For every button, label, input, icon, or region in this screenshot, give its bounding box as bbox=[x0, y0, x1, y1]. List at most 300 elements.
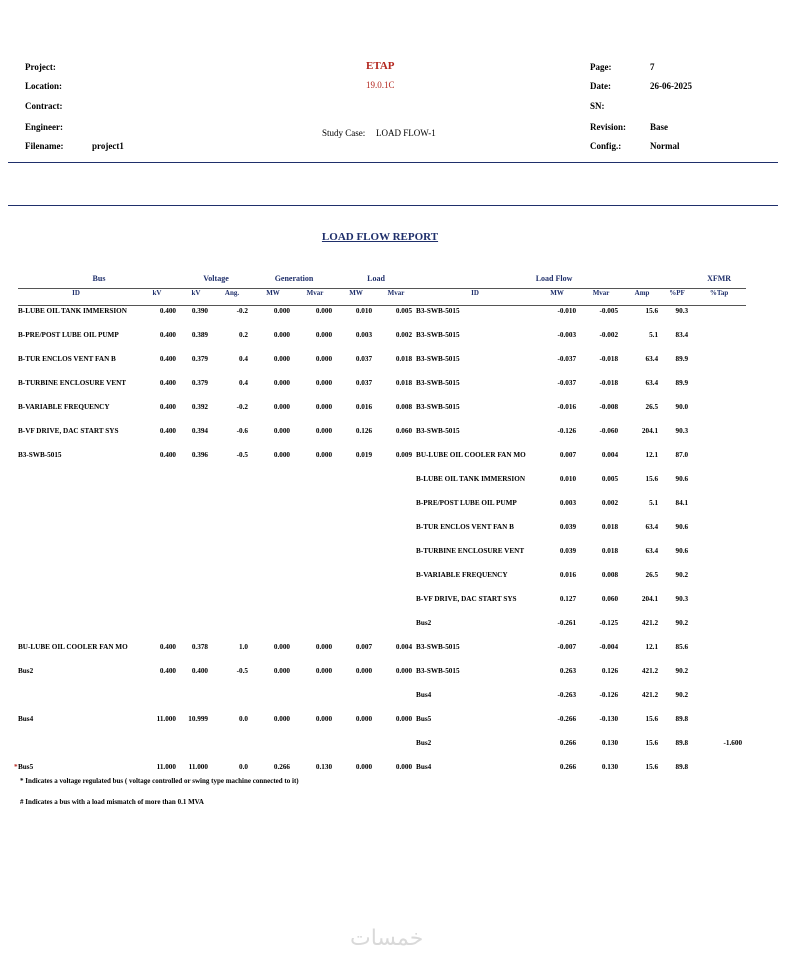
table-row bbox=[18, 354, 746, 378]
table-row bbox=[18, 522, 746, 546]
bus-kv: 0.400 bbox=[159, 354, 176, 363]
load-mw bbox=[336, 522, 376, 546]
flow-amp: 63.4 bbox=[645, 522, 659, 531]
voltage-ang bbox=[212, 474, 252, 498]
load-mvar: 0.002 bbox=[395, 330, 413, 339]
gen-mw: 0.266 bbox=[273, 762, 291, 771]
voltage-ang: 0.4 bbox=[239, 354, 249, 363]
load-mvar bbox=[376, 546, 416, 570]
col-flow-mvar: Mvar bbox=[580, 289, 622, 306]
load-mw bbox=[336, 570, 376, 594]
flow-amp: 15.6 bbox=[645, 762, 659, 771]
table-row bbox=[18, 330, 746, 354]
bus-id bbox=[18, 642, 134, 666]
bus-id bbox=[18, 354, 134, 378]
gen-mvar: 0.000 bbox=[315, 402, 333, 411]
flow-pf: 90.3 bbox=[675, 426, 689, 435]
flow-mvar: -0.002 bbox=[599, 330, 619, 339]
xfmr-tap bbox=[692, 450, 746, 474]
table-row bbox=[18, 594, 746, 618]
flow-mw: -0.010 bbox=[557, 307, 577, 315]
flow-mvar: -0.008 bbox=[599, 402, 619, 411]
gen-mvar bbox=[294, 594, 336, 618]
flow-mvar: 0.004 bbox=[601, 450, 619, 459]
flow-pf: 89.9 bbox=[675, 354, 689, 363]
gen-mw bbox=[252, 738, 294, 762]
app-version: 19.0.1C bbox=[366, 80, 395, 90]
flow-amp: 12.1 bbox=[645, 450, 659, 459]
flow-mw: 0.266 bbox=[559, 738, 577, 747]
bus-id bbox=[18, 450, 134, 474]
section-divider bbox=[8, 205, 778, 206]
flow-mvar: -0.004 bbox=[599, 642, 619, 651]
bus-id-text: B3-SWB-5015 bbox=[18, 450, 62, 459]
load-mvar: 0.018 bbox=[395, 354, 413, 363]
bus-id bbox=[18, 570, 134, 594]
voltage-kv: 0.389 bbox=[191, 330, 208, 339]
revision-label: Revision: bbox=[590, 122, 626, 132]
load-mw: 0.000 bbox=[355, 714, 373, 723]
gen-mw bbox=[252, 522, 294, 546]
bus-id bbox=[18, 330, 134, 354]
flow-id: B-VARIABLE FREQUENCY bbox=[416, 570, 508, 579]
voltage-kv bbox=[180, 738, 212, 762]
flow-mw: -0.126 bbox=[557, 426, 577, 435]
flow-mw: 0.007 bbox=[559, 450, 577, 459]
flow-pf: 90.2 bbox=[675, 666, 689, 675]
gen-mvar bbox=[294, 570, 336, 594]
flow-pf: 84.1 bbox=[675, 498, 689, 507]
watermark: خمسات bbox=[350, 926, 424, 951]
voltage-kv: 0.390 bbox=[191, 307, 208, 315]
flow-mw: 0.263 bbox=[559, 666, 577, 675]
filename-value: project1 bbox=[92, 141, 124, 151]
flow-mvar: -0.018 bbox=[599, 354, 619, 363]
col-pf: %PF bbox=[662, 289, 692, 306]
xfmr-tap bbox=[692, 474, 746, 498]
xfmr-tap bbox=[692, 354, 746, 378]
voltage-ang: -0.6 bbox=[236, 426, 249, 435]
bus-kv: 0.400 bbox=[159, 666, 176, 675]
flow-id: B3-SWB-5015 bbox=[416, 378, 460, 387]
flow-mw: -0.037 bbox=[557, 354, 577, 363]
gen-mw bbox=[252, 498, 294, 522]
load-mw: 0.007 bbox=[355, 642, 373, 651]
xfmr-tap bbox=[692, 570, 746, 594]
gen-mw bbox=[252, 594, 294, 618]
xfmr-tap bbox=[692, 666, 746, 690]
gen-mvar bbox=[294, 690, 336, 714]
flow-id: BU-LUBE OIL COOLER FAN MO bbox=[416, 450, 526, 459]
gen-mvar bbox=[294, 522, 336, 546]
table-row bbox=[18, 642, 746, 666]
gen-mw: 0.000 bbox=[273, 714, 291, 723]
gen-mw: 0.000 bbox=[273, 450, 291, 459]
note-regulated-bus: * Indicates a voltage regulated bus ( voltage controlled or swing type machine connected to it) bbox=[20, 777, 299, 785]
load-mvar: 0.000 bbox=[395, 714, 413, 723]
bus-kv bbox=[134, 498, 180, 522]
flow-mvar: 0.130 bbox=[601, 762, 619, 771]
voltage-kv bbox=[180, 474, 212, 498]
load-mw bbox=[336, 546, 376, 570]
flow-mvar: 0.005 bbox=[601, 474, 619, 483]
voltage-ang: 0.0 bbox=[239, 762, 249, 771]
load-mvar bbox=[376, 594, 416, 618]
flow-amp: 204.1 bbox=[641, 426, 659, 435]
table-row bbox=[18, 546, 746, 570]
col-load-mvar: Mvar bbox=[376, 289, 416, 306]
voltage-kv bbox=[180, 498, 212, 522]
bus-id bbox=[18, 402, 134, 426]
bus-id-text: Bus4 bbox=[18, 714, 34, 723]
xfmr-tap bbox=[692, 618, 746, 642]
load-mvar bbox=[376, 738, 416, 762]
load-mvar: 0.018 bbox=[395, 378, 413, 387]
flow-mw: 0.266 bbox=[559, 762, 577, 771]
load-mvar: 0.004 bbox=[395, 642, 413, 651]
voltage-ang bbox=[212, 522, 252, 546]
col-amp: Amp bbox=[622, 289, 662, 306]
flow-id: Bus2 bbox=[416, 618, 432, 627]
load-mw: 0.126 bbox=[355, 426, 373, 435]
flow-id: Bus4 bbox=[416, 690, 432, 699]
flow-amp: 5.1 bbox=[649, 330, 659, 339]
bus-id bbox=[18, 546, 134, 570]
flow-mw: -0.266 bbox=[557, 714, 577, 723]
voltage-kv: 10.999 bbox=[188, 714, 208, 723]
contract-label: Contract: bbox=[25, 101, 63, 111]
bus-kv: 0.400 bbox=[159, 426, 176, 435]
bus-id bbox=[18, 498, 134, 522]
voltage-kv bbox=[180, 690, 212, 714]
xfmr-tap bbox=[692, 714, 746, 738]
xfmr-tap bbox=[692, 762, 746, 786]
bus-id-text: B-PRE/POST LUBE OIL PUMP bbox=[18, 330, 119, 339]
flow-amp: 12.1 bbox=[645, 642, 659, 651]
bus-id-text: Bus5 bbox=[18, 762, 34, 771]
flow-amp: 15.6 bbox=[645, 714, 659, 723]
gen-mw bbox=[252, 690, 294, 714]
table-row bbox=[18, 426, 746, 450]
flow-mw: 0.039 bbox=[559, 546, 577, 555]
load-mvar: 0.000 bbox=[395, 666, 413, 675]
gen-mw: 0.000 bbox=[273, 330, 291, 339]
bus-kv: 11.000 bbox=[156, 762, 176, 771]
bus-kv: 0.400 bbox=[159, 450, 176, 459]
config-value: Normal bbox=[650, 141, 680, 151]
flow-amp: 63.4 bbox=[645, 354, 659, 363]
voltage-ang bbox=[212, 594, 252, 618]
gen-mvar bbox=[294, 546, 336, 570]
flow-mvar: -0.060 bbox=[599, 426, 619, 435]
voltage-kv: 11.000 bbox=[188, 762, 208, 771]
voltage-ang bbox=[212, 738, 252, 762]
gen-mw bbox=[252, 474, 294, 498]
flow-amp: 15.6 bbox=[645, 474, 659, 483]
flow-mw: 0.003 bbox=[559, 498, 577, 507]
bus-id bbox=[18, 474, 134, 498]
flow-mvar: -0.018 bbox=[599, 378, 619, 387]
xfmr-tap bbox=[692, 378, 746, 402]
flow-mvar: -0.126 bbox=[599, 690, 619, 699]
flow-id: B-PRE/POST LUBE OIL PUMP bbox=[416, 498, 517, 507]
flow-mvar: 0.126 bbox=[601, 666, 619, 675]
load-mw bbox=[336, 738, 376, 762]
bus-id-text: BU-LUBE OIL COOLER FAN MO bbox=[18, 642, 128, 651]
gen-mw: 0.000 bbox=[273, 378, 291, 387]
gen-mvar: 0.000 bbox=[315, 307, 333, 315]
voltage-ang bbox=[212, 498, 252, 522]
voltage-kv: 0.394 bbox=[191, 426, 208, 435]
gen-mvar: 0.130 bbox=[315, 762, 333, 771]
xfmr-tap bbox=[692, 402, 746, 426]
load-mvar bbox=[376, 570, 416, 594]
flow-id: Bus4 bbox=[416, 762, 432, 771]
gen-mw: 0.000 bbox=[273, 354, 291, 363]
flow-amp: 421.2 bbox=[641, 690, 659, 699]
gen-mvar: 0.000 bbox=[315, 426, 333, 435]
flow-mw: -0.037 bbox=[557, 378, 577, 387]
gen-mvar: 0.000 bbox=[315, 666, 333, 675]
gen-mw: 0.000 bbox=[273, 666, 291, 675]
bus-kv bbox=[134, 594, 180, 618]
xfmr-tap bbox=[692, 690, 746, 714]
flow-amp: 26.5 bbox=[645, 402, 659, 411]
table-row bbox=[18, 714, 746, 738]
location-label: Location: bbox=[25, 81, 62, 91]
gen-mw bbox=[252, 570, 294, 594]
flow-pf: 89.8 bbox=[675, 762, 689, 771]
gen-mvar bbox=[294, 498, 336, 522]
engineer-label: Engineer: bbox=[25, 122, 63, 132]
load-mvar bbox=[376, 522, 416, 546]
load-mw bbox=[336, 618, 376, 642]
col-flow-mw: MW bbox=[534, 289, 580, 306]
voltage-kv: 0.379 bbox=[191, 354, 208, 363]
load-mvar: 0.009 bbox=[395, 450, 413, 459]
voltage-kv: 0.396 bbox=[191, 450, 208, 459]
xfmr-tap bbox=[692, 642, 746, 666]
flow-mw: 0.127 bbox=[559, 594, 577, 603]
bus-id-text: Bus2 bbox=[18, 666, 34, 675]
gen-mvar: 0.000 bbox=[315, 330, 333, 339]
flow-pf: 89.9 bbox=[675, 378, 689, 387]
xfmr-tap bbox=[692, 306, 746, 330]
config-label: Config.: bbox=[590, 141, 622, 151]
xfmr-tap bbox=[692, 594, 746, 618]
voltage-ang: -0.2 bbox=[236, 402, 249, 411]
gen-mvar: 0.000 bbox=[315, 714, 333, 723]
table-row bbox=[18, 666, 746, 690]
gen-mw: 0.000 bbox=[273, 402, 291, 411]
bus-id bbox=[18, 426, 134, 450]
flow-id: B3-SWB-5015 bbox=[416, 330, 460, 339]
flow-mvar: -0.005 bbox=[599, 307, 619, 315]
flow-mvar: 0.018 bbox=[601, 522, 619, 531]
bus-kv: 0.400 bbox=[159, 642, 176, 651]
flow-mw: -0.016 bbox=[557, 402, 577, 411]
load-mw: 0.000 bbox=[355, 666, 373, 675]
voltage-kv: 0.378 bbox=[191, 642, 208, 651]
flow-id: B3-SWB-5015 bbox=[416, 307, 460, 315]
flow-amp: 421.2 bbox=[641, 666, 659, 675]
voltage-ang bbox=[212, 546, 252, 570]
group-generation: Generation bbox=[252, 274, 336, 289]
table-row bbox=[18, 306, 746, 330]
flow-mvar: 0.130 bbox=[601, 738, 619, 747]
flow-mw: -0.261 bbox=[557, 618, 577, 627]
flow-pf: 83.4 bbox=[675, 330, 689, 339]
flow-pf: 90.2 bbox=[675, 570, 689, 579]
bus-id-text: B-TURBINE ENCLOSURE VENT bbox=[18, 378, 127, 387]
bus-id-text: B-LUBE OIL TANK IMMERSION bbox=[18, 307, 127, 315]
flow-id: B3-SWB-5015 bbox=[416, 666, 460, 675]
col-tap: %Tap bbox=[692, 289, 746, 306]
bus-id bbox=[18, 306, 134, 330]
study-case-label: Study Case: bbox=[322, 128, 366, 138]
group-load-flow: Load Flow bbox=[416, 274, 692, 289]
voltage-kv: 0.400 bbox=[191, 666, 208, 675]
table-row bbox=[18, 618, 746, 642]
flow-id: B3-SWB-5015 bbox=[416, 402, 460, 411]
load-mw: 0.003 bbox=[355, 330, 373, 339]
bus-id bbox=[18, 594, 134, 618]
flow-mvar: -0.125 bbox=[599, 618, 619, 627]
gen-mvar: 0.000 bbox=[315, 354, 333, 363]
flow-id: B-TUR ENCLOS VENT FAN B bbox=[416, 522, 514, 531]
flow-pf: 90.6 bbox=[675, 546, 689, 555]
flow-mw: 0.010 bbox=[559, 474, 577, 483]
flow-id: B3-SWB-5015 bbox=[416, 426, 460, 435]
col-ang: Ang. bbox=[212, 289, 252, 306]
load-mvar: 0.008 bbox=[395, 402, 413, 411]
col-load-mw: MW bbox=[336, 289, 376, 306]
bus-id bbox=[18, 618, 134, 642]
flow-amp: 5.1 bbox=[649, 498, 659, 507]
voltage-ang: -0.2 bbox=[236, 307, 249, 315]
load-mw: 0.000 bbox=[355, 762, 373, 771]
table-row bbox=[18, 402, 746, 426]
flow-mw: 0.039 bbox=[559, 522, 577, 531]
flow-pf: 90.3 bbox=[675, 307, 689, 315]
voltage-ang: -0.5 bbox=[236, 450, 249, 459]
flow-amp: 63.4 bbox=[645, 378, 659, 387]
load-mw: 0.037 bbox=[355, 378, 373, 387]
load-mw bbox=[336, 690, 376, 714]
voltage-ang: 0.2 bbox=[239, 330, 249, 339]
bus-kv: 0.400 bbox=[159, 330, 176, 339]
bus-kv: 0.400 bbox=[159, 378, 176, 387]
gen-mvar bbox=[294, 618, 336, 642]
xfmr-tap: -1.600 bbox=[723, 738, 743, 747]
load-mvar bbox=[376, 618, 416, 642]
regulated-bus-mark: * bbox=[14, 762, 18, 771]
bus-kv bbox=[134, 474, 180, 498]
voltage-ang: -0.5 bbox=[236, 666, 249, 675]
flow-amp: 421.2 bbox=[641, 618, 659, 627]
flow-pf: 90.6 bbox=[675, 474, 689, 483]
gen-mw: 0.000 bbox=[273, 642, 291, 651]
gen-mvar bbox=[294, 738, 336, 762]
flow-pf: 90.2 bbox=[675, 690, 689, 699]
bus-id-text: B-VARIABLE FREQUENCY bbox=[18, 402, 110, 411]
load-mvar: 0.005 bbox=[395, 307, 413, 315]
col-gen-mw: MW bbox=[252, 289, 294, 306]
table-row bbox=[18, 450, 746, 474]
flow-mw: 0.016 bbox=[559, 570, 577, 579]
filename-label: Filename: bbox=[25, 141, 64, 151]
xfmr-tap bbox=[692, 522, 746, 546]
table-row bbox=[18, 378, 746, 402]
xfmr-tap bbox=[692, 426, 746, 450]
voltage-kv bbox=[180, 546, 212, 570]
flow-amp: 15.6 bbox=[645, 307, 659, 315]
table-row bbox=[18, 474, 746, 498]
flow-id: Bus5 bbox=[416, 714, 432, 723]
flow-pf: 85.6 bbox=[675, 642, 689, 651]
col-id: ID bbox=[18, 289, 134, 306]
bus-id bbox=[18, 714, 134, 738]
flow-mvar: 0.060 bbox=[601, 594, 619, 603]
bus-id bbox=[18, 378, 134, 402]
flow-id: B3-SWB-5015 bbox=[416, 642, 460, 651]
bus-kv bbox=[134, 570, 180, 594]
group-voltage: Voltage bbox=[180, 274, 252, 289]
voltage-ang bbox=[212, 618, 252, 642]
flow-id: B3-SWB-5015 bbox=[416, 354, 460, 363]
load-mw: 0.037 bbox=[355, 354, 373, 363]
voltage-kv bbox=[180, 522, 212, 546]
bus-id-text: B-TUR ENCLOS VENT FAN B bbox=[18, 354, 116, 363]
load-mvar bbox=[376, 690, 416, 714]
load-mvar: 0.060 bbox=[395, 426, 413, 435]
load-mvar bbox=[376, 474, 416, 498]
bus-id bbox=[18, 666, 134, 690]
voltage-kv bbox=[180, 594, 212, 618]
project-label: Project: bbox=[25, 62, 56, 72]
table-row bbox=[18, 690, 746, 714]
gen-mvar: 0.000 bbox=[315, 378, 333, 387]
load-flow-table bbox=[14, 274, 746, 786]
load-mvar: 0.000 bbox=[395, 762, 413, 771]
bus-id bbox=[18, 522, 134, 546]
col-flow-id: ID bbox=[416, 289, 534, 306]
bus-kv bbox=[134, 738, 180, 762]
gen-mw: 0.000 bbox=[273, 307, 291, 315]
load-mw: 0.010 bbox=[355, 307, 373, 315]
flow-mw: -0.007 bbox=[557, 642, 577, 651]
page-value: 7 bbox=[650, 62, 655, 72]
table-row bbox=[18, 738, 746, 762]
voltage-kv bbox=[180, 570, 212, 594]
bus-kv bbox=[134, 690, 180, 714]
load-mw bbox=[336, 594, 376, 618]
sn-label: SN: bbox=[590, 101, 605, 111]
flow-pf: 87.0 bbox=[675, 450, 689, 459]
voltage-ang: 0.4 bbox=[239, 378, 249, 387]
bus-kv: 11.000 bbox=[156, 714, 176, 723]
bus-kv: 0.400 bbox=[159, 307, 176, 315]
flow-amp: 26.5 bbox=[645, 570, 659, 579]
study-case-value: LOAD FLOW-1 bbox=[376, 128, 436, 138]
revision-value: Base bbox=[650, 122, 668, 132]
gen-mvar bbox=[294, 474, 336, 498]
table-row bbox=[18, 570, 746, 594]
flow-pf: 90.3 bbox=[675, 594, 689, 603]
load-mvar bbox=[376, 498, 416, 522]
bus-id bbox=[18, 738, 134, 762]
date-value: 26-06-2025 bbox=[650, 81, 692, 91]
